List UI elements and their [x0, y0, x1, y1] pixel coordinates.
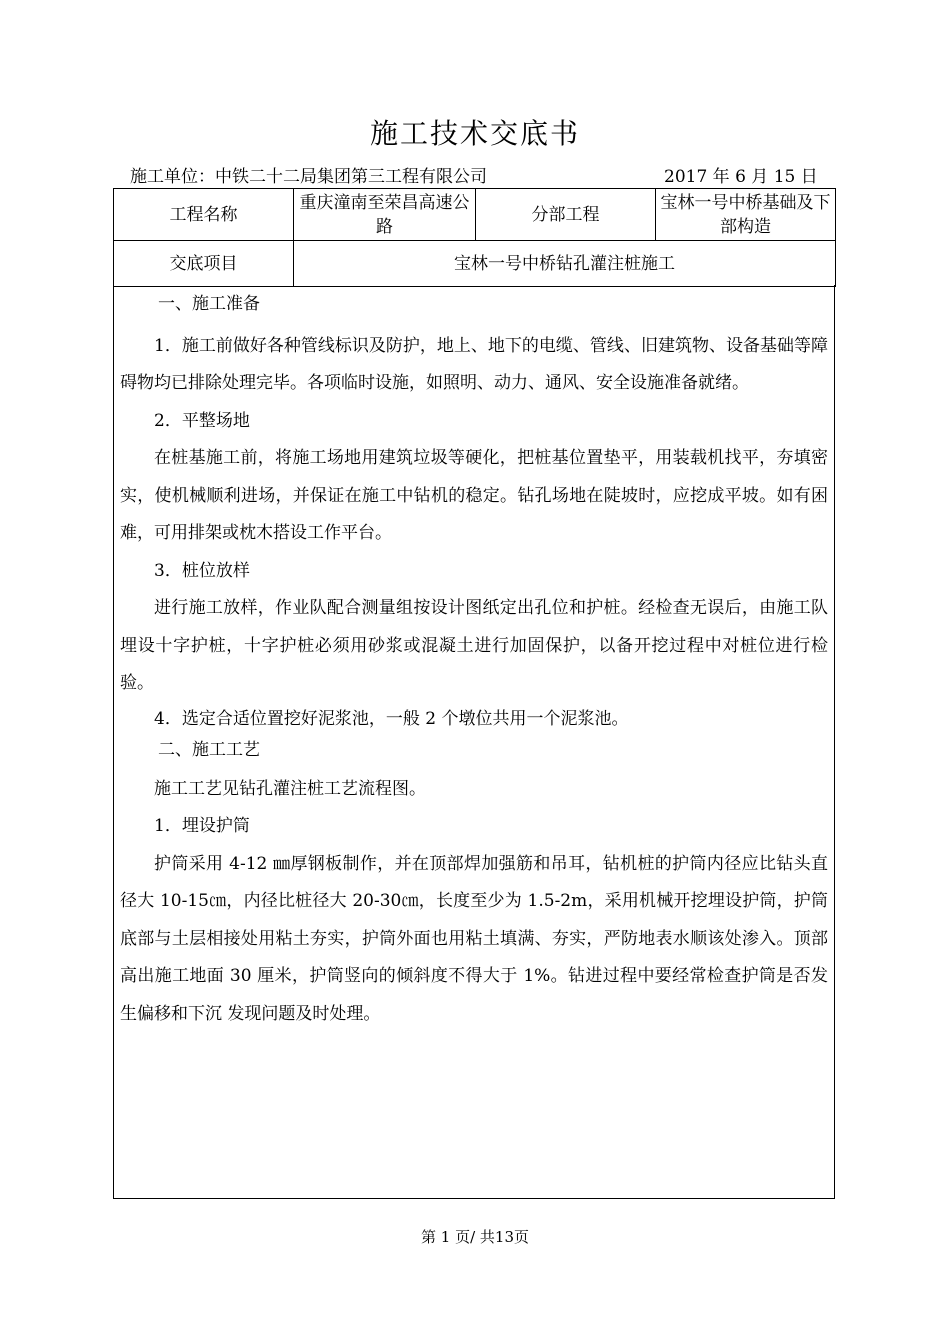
sub-project-value: 宝林一号中桥基础及下部构造: [656, 189, 836, 241]
header-row-project: [114, 189, 836, 241]
paragraph-2: 在桩基施工前，将施工场地用建筑垃圾等硬化，把桩基位置垫平，用装载机找平，夯填密实，使机械顺利进场，并保证在施工中钻机的稳定。钻孔场地在陡坡时，应挖成平坡。如有困难，可用排架或枕木搭设工作平台。: [120, 448, 828, 543]
paragraph-4: 4．选定合适位置挖好泥浆池，一般 2 个墩位共用一个泥浆池。: [154, 708, 629, 729]
page-number: 第 1 页/ 共13页: [421, 1228, 529, 1246]
document-title: 施工技术交底书: [369, 117, 580, 150]
document-date: 2017 年 6 月 15 日: [664, 167, 818, 187]
header-table: [113, 188, 836, 287]
construction-unit: 施工单位：中铁二十二局集团第三工程有限公司: [130, 167, 487, 187]
item-label: 交底项目: [114, 241, 294, 287]
paragraph-6: 护筒采用 4-12 ㎜厚钢板制作，并在顶部焊加强筋和吊耳，钻机桩的护筒内径应比钻头直径大 10-15㎝，内径比桩径大 20-30㎝，长度至少为 1.5-2m，采用机械开挖埋设护筒，护筒底部与土层相接处用粘土夯实，护筒外面也用粘土填满、夯实，严防地表水顺该处渗入。顶部高出施工地面 30 厘米，护筒竖向的倾斜度不得大于 1%。钻进过程中要经常检查护筒是否发生偏移和下沉 发现问题及时处理。: [120, 853, 828, 1024]
subheading-casing: 1．埋设护筒: [154, 816, 250, 836]
section-heading-process: 二、施工工艺: [158, 739, 260, 760]
section-heading-preparation: 一、施工准备: [158, 294, 260, 314]
content-body: [120, 286, 828, 1033]
project-name-label: 工程名称: [114, 189, 294, 241]
paragraph-3: 进行施工放样，作业队配合测量组按设计图纸定出孔位和护桩。经检查无误后，由施工队埋设十字护桩，十字护桩必须用砂浆或混凝土进行加固保护，以备开挖过程中对桩位进行检验。: [120, 598, 828, 693]
paragraph-5: 施工工艺见钻孔灌注桩工艺流程图。: [154, 778, 426, 799]
sub-project-label: 分部工程: [476, 189, 656, 241]
subheading-staking: 3．桩位放样: [154, 560, 250, 581]
item-value: 宝林一号中桥钻孔灌注桩施工: [294, 241, 836, 287]
paragraph-1: 1．施工前做好各种管线标识及防护，地上、地下的电缆、管线、旧建筑物、设备基础等障碍物均已排除处理完毕。各项临时设施，如照明、动力、通风、安全设施准备就绪。: [120, 335, 828, 393]
project-name-value: 重庆潼南至荣昌高速公路: [294, 189, 476, 241]
header-row-item: [114, 241, 836, 287]
subheading-leveling: 2．平整场地: [154, 410, 250, 431]
